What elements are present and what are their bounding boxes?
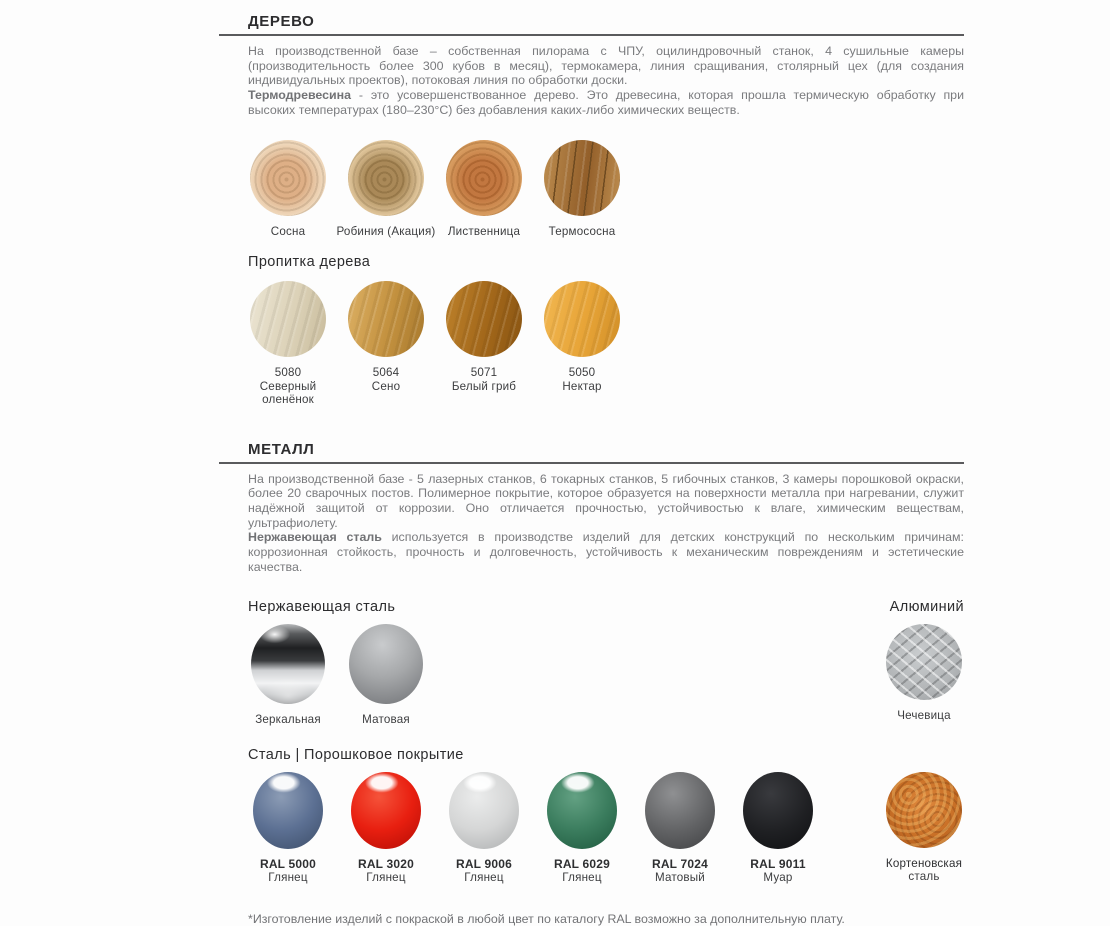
metal-paragraph-text: На производственной базе - 5 лазерных станков, 6 токарных станков, 5 гибочных станков, 3 камеры порошковой окраски, более 20 сварочных постов. Полимерное покрытие, которое образуется на поверхности металла при нагревании, служит надёжной защитой от коррозии. Оно отличается прочностью, устойчивостью к влаге, химическим веществам, ультрафиолету. [248, 471, 964, 530]
corten-steel-swatch [886, 772, 962, 848]
metal-paragraph-lead: Нержавеющая сталь [248, 530, 382, 545]
thermopine-label: Термососна [548, 224, 616, 238]
wood-swatch-larch [435, 140, 533, 239]
ral-swatch-5000 [239, 772, 337, 885]
diamond-plate-swatch [886, 624, 962, 700]
wood-swatch-thermopine [533, 140, 631, 239]
matte-steel-ball [349, 624, 423, 704]
stain-5050-swatch [544, 281, 620, 357]
ral-3020-label: RAL 3020 Глянец [357, 856, 415, 885]
powder-row [239, 772, 964, 885]
ral-9006-ball [449, 772, 519, 849]
ral-swatch-9011 [729, 772, 827, 885]
metal-paragraph-rest: используется в производстве изделий для детских конструкций по нескольким причинам: коррозионная стойкость, прочность и долговечность, устойчивость к механическим повреждениям и эстетические качества. [248, 530, 964, 574]
pine-label: Сосна [270, 224, 306, 238]
ral-swatch-7024 [631, 772, 729, 885]
ral-swatch-3020 [337, 772, 435, 885]
wood-swatch-robinia [337, 140, 435, 239]
ral-swatch-9006 [435, 772, 533, 885]
ral-5000-label: RAL 5000 Глянец [259, 856, 317, 885]
wood-species-row [239, 140, 964, 239]
stainless-swatch-matte [337, 624, 435, 727]
robinia-label: Робиния (Акация) [336, 224, 436, 238]
content-column [248, 0, 964, 926]
ral-9011-ball [743, 772, 813, 849]
larch-log-swatch [446, 140, 522, 216]
wood-section [248, 0, 964, 407]
mirror-label: Зеркальная [255, 713, 321, 727]
wood-section-title: ДЕРЕВО [248, 13, 315, 30]
ral-5000-ball [253, 772, 323, 849]
wood-paragraph-text: На производственной базе – собственная пилорама с ЧПУ, оцилиндровочный станок, 4 сушильные камеры (производительность более 300 кубов в месяц), термокамера, линия сращивания, столярный цех (для создания индивидуальных проектов), потоковая линия по обработки доски. [248, 44, 964, 88]
stain-swatch-5050 [533, 281, 631, 407]
diamond-plate-label: Чечевица [897, 709, 951, 723]
ral-6029-label: RAL 6029 Глянец [553, 856, 611, 885]
ral-6029-ball [547, 772, 617, 849]
ral-9006-label: RAL 9006 Глянец [455, 856, 513, 885]
stain-5071-label: 5071 Белый гриб [451, 366, 517, 393]
powder-title: Сталь | Порошковое покрытие [248, 746, 464, 763]
thermopine-swatch [544, 140, 620, 216]
wood-swatch-pine [239, 140, 337, 239]
stainless-swatch-mirror [239, 624, 337, 727]
stain-5050-label: 5050 Нектар [562, 366, 602, 393]
impregnation-row [239, 281, 964, 407]
metal-section-divider [219, 462, 964, 464]
stain-5064-swatch [348, 281, 424, 357]
aluminum-title: Алюминий [889, 599, 964, 616]
impregnation-title: Пропитка дерева [248, 254, 371, 271]
stain-5064-label: 5064 Сено [371, 366, 401, 393]
wood-paragraph-lead: Термодревесина [248, 88, 352, 103]
wood-paragraph [248, 44, 964, 118]
ral-swatch-6029 [533, 772, 631, 885]
metal-section-title: МЕТАЛЛ [248, 440, 315, 458]
ral-footnote: *Изготовление изделий с покраской в любой цвет по каталогу RAL возможно за дополнительную плату. [248, 911, 845, 926]
wood-paragraph-rest: - это усовершенствованное дерево. Это древесина, которая прошла термическую обработку при высоких температурах (180–230°С) без добавления каких-либо химических веществ. [248, 88, 964, 117]
stain-swatch-5080 [239, 281, 337, 407]
metal-subtitles-row [248, 599, 964, 615]
stainless-row [239, 624, 964, 727]
stain-5080-label: 5080 Северный оленёнок [259, 366, 317, 407]
ral-9011-label: RAL 9011 Муар [750, 856, 806, 885]
stain-swatch-5064 [337, 281, 435, 407]
ral-7024-label: RAL 7024 Матовый [651, 856, 709, 885]
ral-7024-ball [645, 772, 715, 849]
corten-label: Кортеновская сталь [885, 856, 963, 884]
mirror-steel-ball [251, 624, 325, 704]
robinia-log-swatch [348, 140, 424, 216]
pine-log-swatch [250, 140, 326, 216]
metal-section [248, 428, 964, 926]
wood-section-divider [219, 34, 964, 36]
metal-paragraph [248, 472, 964, 575]
stain-5080-swatch [250, 281, 326, 357]
corten-swatch [884, 772, 964, 885]
aluminum-swatch [884, 624, 964, 727]
larch-label: Лиственница [447, 224, 521, 238]
matte-label: Матовая [362, 713, 410, 727]
stain-swatch-5071 [435, 281, 533, 407]
ral-3020-ball [351, 772, 421, 849]
stainless-title: Нержавеющая сталь [248, 599, 396, 616]
stain-5071-swatch [446, 281, 522, 357]
